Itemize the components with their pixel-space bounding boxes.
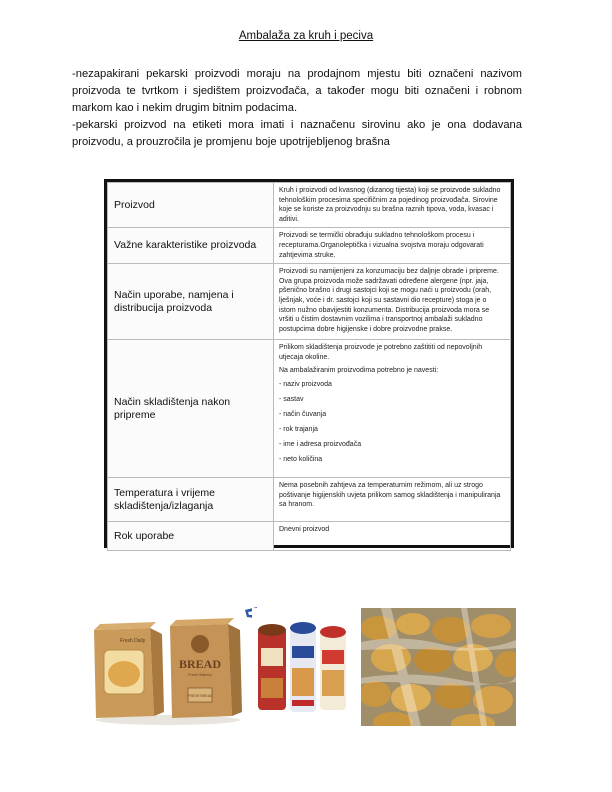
paragraph-2: -pekarski proizvod na etiketi mora imati i naznačenu sirovinu ako je ona dodavana proizvodu, a prouzročila je promjenu boje upotrijebljenog brašna	[72, 119, 522, 148]
storage-intro: Prilikom skladištenja proizvode je potrebno zaštititi od nepovoljnih utjecaja okoline.	[279, 344, 483, 361]
row-label: Način skladištenja nakon pripreme	[108, 340, 274, 478]
row-label: Rok uporabe	[108, 522, 274, 551]
row-value: Proizvodi se termički obrađuju sukladno tehnološkom procesu i recepturama.Organoleptička i vizualna svojstva moraju odgovarati zahtjevima struke.	[274, 228, 511, 264]
loaf-package-2	[290, 622, 316, 712]
list-item: - sastav	[279, 396, 304, 404]
bag-bread-text: BREAD	[178, 657, 222, 671]
product-spec-table	[104, 179, 514, 548]
storage-list-title: Na ambalažiranim proizvodima potrebno je navesti:	[279, 367, 439, 375]
loaf-package-3	[320, 626, 346, 710]
row-value: Dnevni proizvod	[274, 522, 511, 551]
bread-bags-photo	[90, 608, 245, 726]
paragraph-1: -nezapakirani pekarski proizvodi moraju na prodajnom mjestu biti označeni nazivom proizvoda te tvrtkom i sjedištem proizvođača, a također mogu biti označeni i robnom markom kao i nekim drugim bitnim podacima.	[72, 68, 522, 114]
list-item: - neto količina	[279, 456, 323, 464]
paper-bag-right	[170, 618, 242, 718]
row-label: Proizvod	[108, 183, 274, 228]
loaf-package-1	[258, 624, 286, 710]
table-row	[108, 183, 511, 228]
list-item: - način čuvanja	[279, 411, 327, 419]
table-row	[108, 478, 511, 522]
row-value: Nema posebnih zahtjeva za temperaturnim režimom, ali uz strogo poštivanje higijenskih uvjeta prilikom samog skladištenja i manipuliranja sa hranom.	[274, 478, 511, 522]
row-value: Proizvodi su namijenjeni za konzumaciju bez daljnje obrade i pripreme. Ova grupa proizvoda može sadržavati određene alergene (npr. jaja, pšenično brašno i drugi sastojci koji se mogu naći u proizvodu (orah, lješnjak, voće i dr. sastojci koji su sastavni dio recepture) stoga je o istom nužno obavijestiti konzumenta. Distribucija proizvoda mora se vršiti u čistim dostavnim vozilima i transportnoj ambalaži sukladno postupcima dobre higijenske i dobre proizvodne prakse.	[274, 264, 511, 340]
list-item: - ime i adresa proizvođača	[279, 441, 362, 449]
table-row	[108, 522, 511, 551]
storage-list	[279, 380, 505, 465]
row-value	[274, 340, 511, 478]
bag-brand-text: Fresh Daily	[120, 638, 146, 644]
row-label: Temperatura i vrijeme skladištenja/izlaganja	[108, 478, 274, 522]
row-label: Način uporabe, namjena i distribucija proizvoda	[108, 264, 274, 340]
packaged-loaves-photo	[252, 608, 352, 726]
bag-label-text: FRESH BREAD	[187, 694, 213, 698]
row-label: Važne karakteristike proizvoda	[108, 228, 274, 264]
page-title: Ambalaža za kruh i peciva	[238, 30, 374, 42]
table-row	[108, 228, 511, 264]
table-row	[108, 264, 511, 340]
row-value: Kruh i proizvodi od kvasnog (dizanog tijesta) koji se proizvode sukladno tehnološkim procesima specifičnim za pojedinog proizvođača. Sirovine koje se koriste za proizvodnju su brašna raznih tipova, voda, kvasac i aditivi.	[274, 183, 511, 228]
intro-text	[72, 66, 522, 151]
list-item: - rok trajanja	[279, 426, 318, 434]
bag-subtitle-text: Fresh Bakery	[188, 672, 212, 677]
table-row	[108, 340, 511, 478]
list-item: - naziv proizvoda	[279, 380, 332, 388]
rolls-in-bags-photo	[361, 608, 516, 726]
paper-bag-left	[94, 622, 164, 718]
